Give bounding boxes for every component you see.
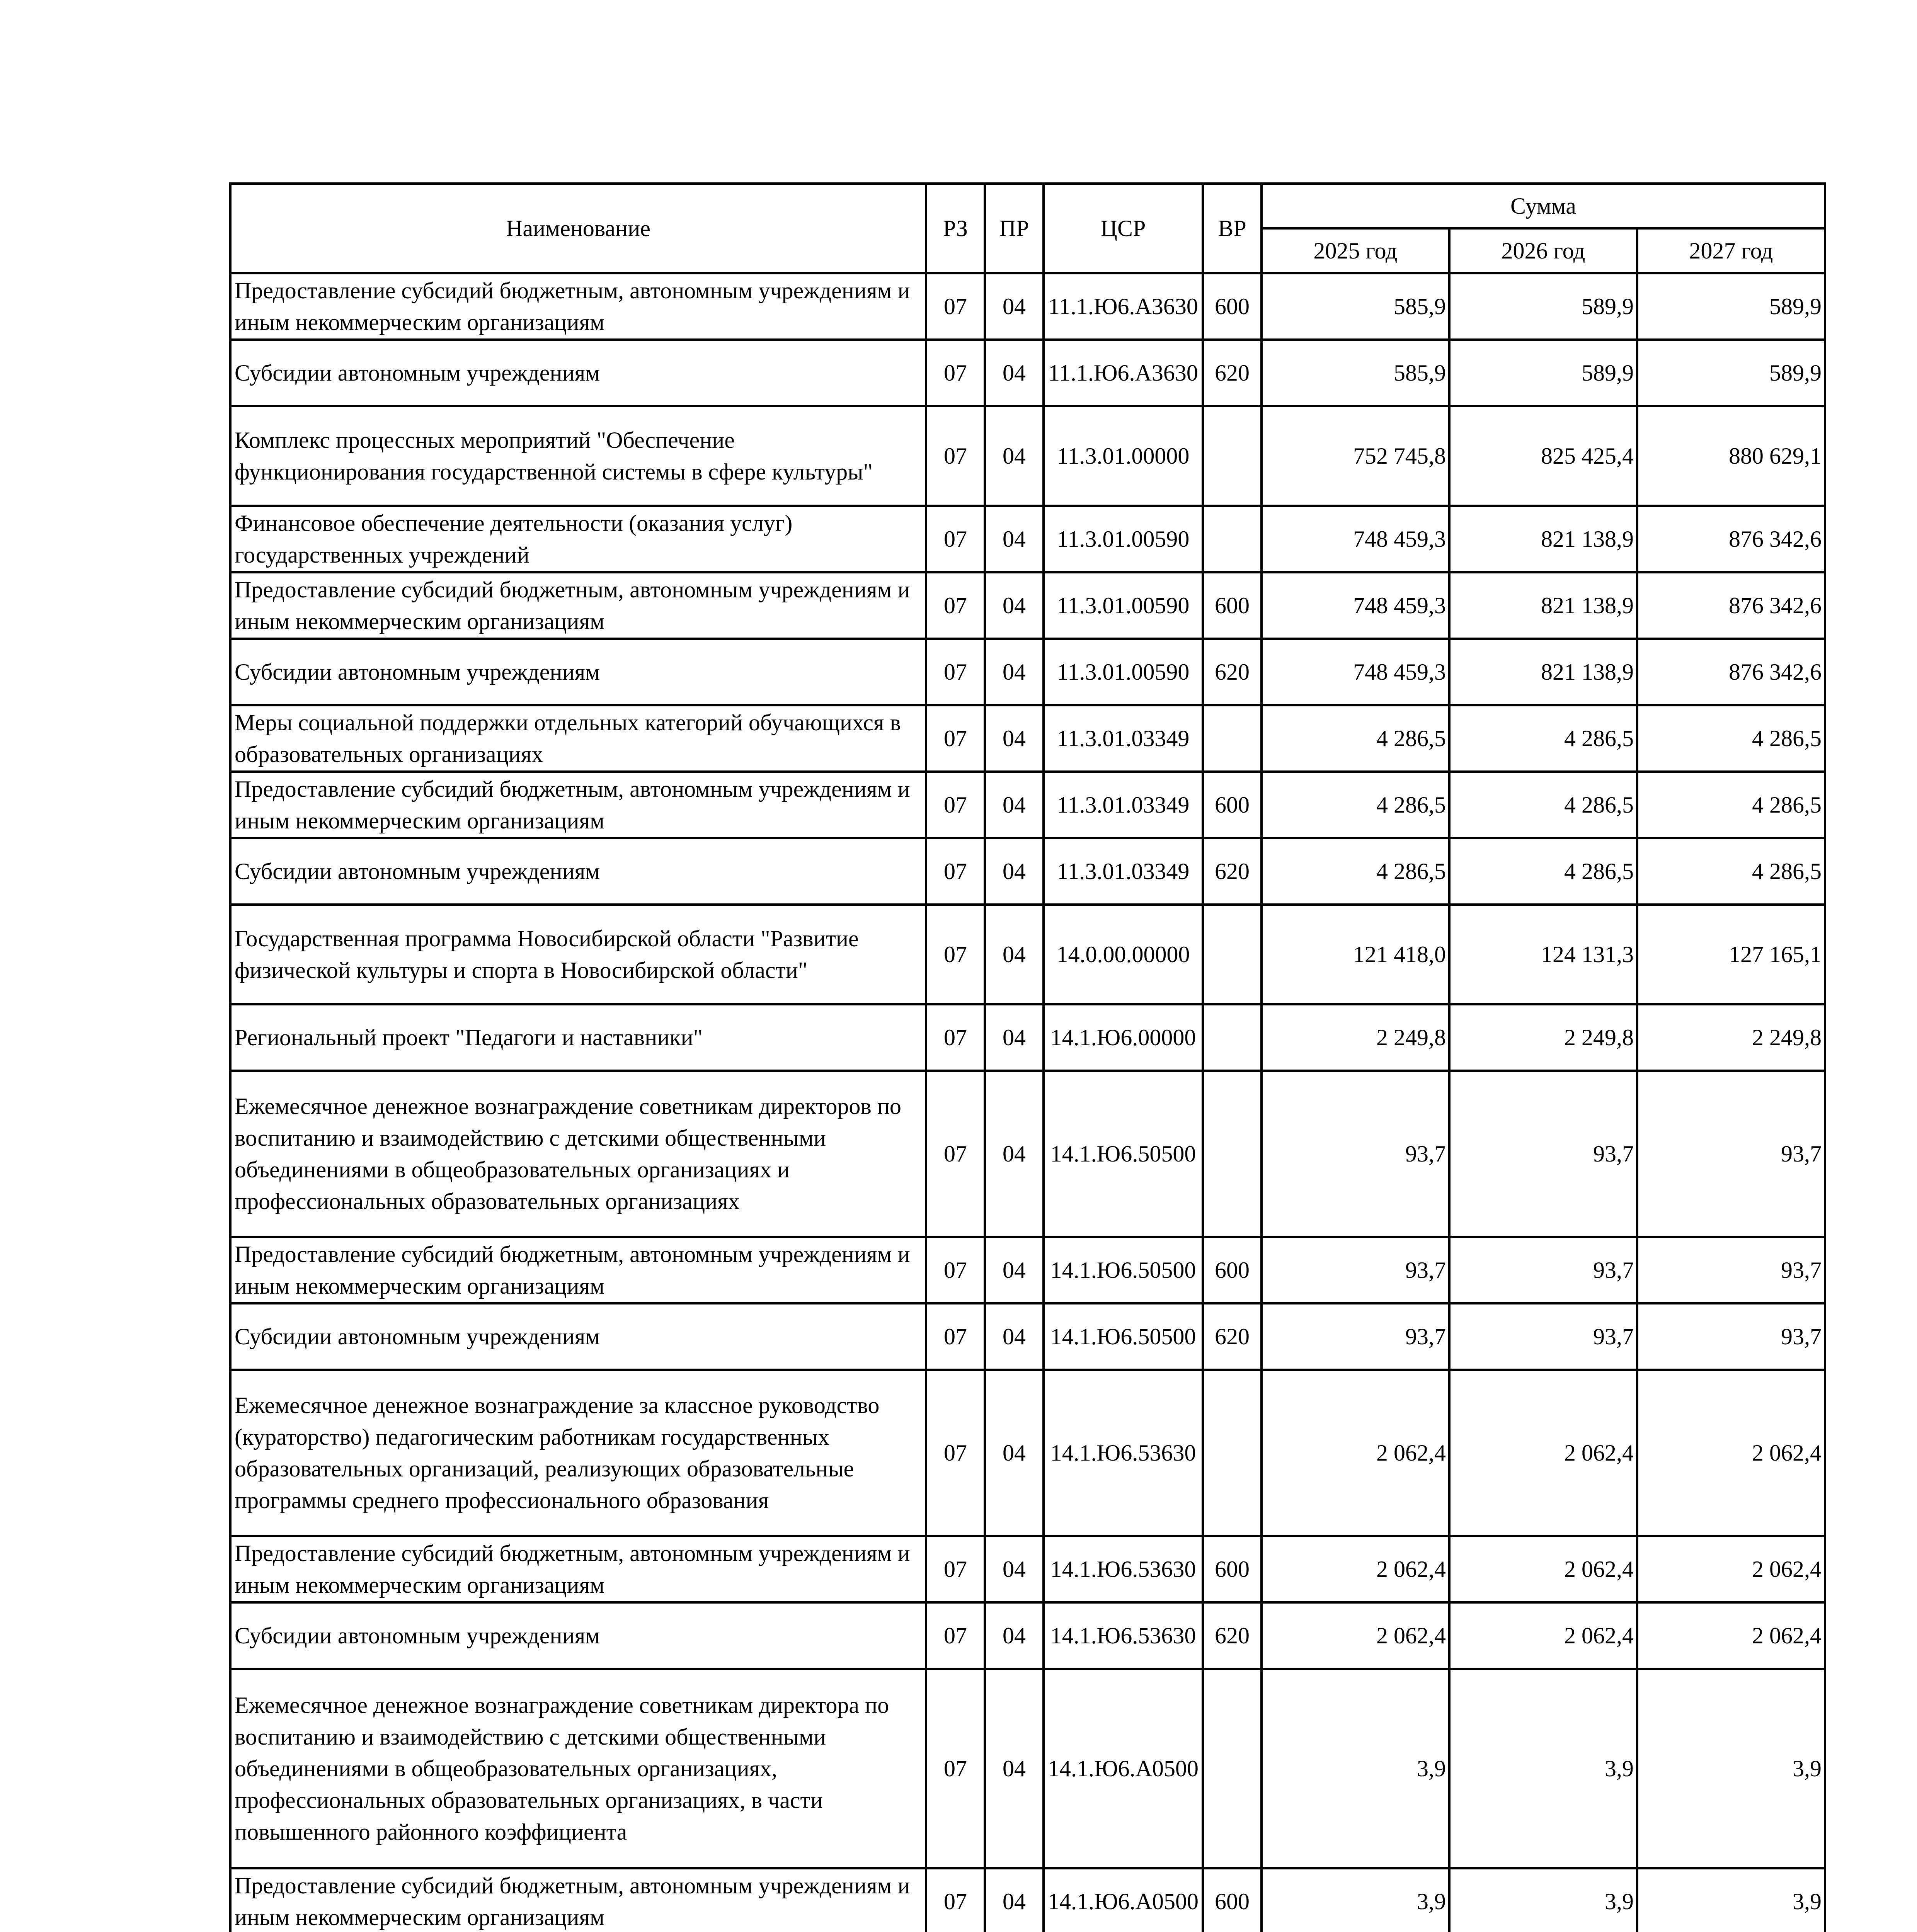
cell-pr: 04 [985, 1303, 1044, 1370]
cell-pr: 04 [985, 273, 1044, 340]
header-vr: ВР [1203, 184, 1262, 273]
table-row [230, 340, 1825, 406]
cell-rz: 07 [926, 772, 985, 838]
cell-name: Предоставление субсидий бюджетным, автономным учреждениям и иным некоммерческим организациям [230, 572, 926, 639]
cell-name: Субсидии автономным учреждениям [230, 639, 926, 705]
header-name: Наименование [230, 184, 926, 273]
cell-pr: 04 [985, 506, 1044, 572]
cell-2025: 93,7 [1262, 1237, 1449, 1303]
cell-2027: 876 342,6 [1637, 639, 1825, 705]
cell-2027: 2 062,4 [1637, 1370, 1825, 1536]
table-row [230, 572, 1825, 639]
cell-pr: 04 [985, 1536, 1044, 1602]
cell-csr: 11.1.Ю6.А3630 [1044, 273, 1203, 340]
cell-rz: 07 [926, 1303, 985, 1370]
cell-2025: 748 459,3 [1262, 572, 1449, 639]
cell-pr: 04 [985, 572, 1044, 639]
cell-vr: 600 [1203, 273, 1262, 340]
cell-rz: 07 [926, 340, 985, 406]
cell-rz: 07 [926, 1004, 985, 1071]
table-row [230, 772, 1825, 838]
cell-name: Ежемесячное денежное вознаграждение советникам директоров по воспитанию и взаимодействию с детскими общественными объединениями в общеобразовательных организациях и профессиональных образовательных организациях [230, 1071, 926, 1237]
header-sum: Сумма [1262, 184, 1825, 228]
cell-2025: 4 286,5 [1262, 838, 1449, 905]
cell-pr: 04 [985, 406, 1044, 506]
cell-name: Предоставление субсидий бюджетным, автономным учреждениям и иным некоммерческим организациям [230, 273, 926, 340]
cell-name: Предоставление субсидий бюджетным, автономным учреждениям и иным некоммерческим организациям [230, 772, 926, 838]
cell-name: Предоставление субсидий бюджетным, автономным учреждениям и иным некоммерческим организациям [230, 1868, 926, 1932]
cell-rz: 07 [926, 705, 985, 772]
cell-vr: 620 [1203, 1602, 1262, 1669]
cell-pr: 04 [985, 905, 1044, 1004]
cell-2027: 876 342,6 [1637, 506, 1825, 572]
cell-2025: 2 062,4 [1262, 1536, 1449, 1602]
cell-pr: 04 [985, 772, 1044, 838]
cell-2026: 2 249,8 [1449, 1004, 1637, 1071]
cell-2026: 124 131,3 [1449, 905, 1637, 1004]
cell-2025: 4 286,5 [1262, 772, 1449, 838]
cell-2026: 3,9 [1449, 1868, 1637, 1932]
cell-vr [1203, 1071, 1262, 1237]
cell-name: Меры социальной поддержки отдельных категорий обучающихся в образовательных организациях [230, 705, 926, 772]
cell-pr: 04 [985, 1602, 1044, 1669]
cell-name: Региональный проект "Педагоги и наставники" [230, 1004, 926, 1071]
table-row [230, 406, 1825, 506]
cell-vr [1203, 705, 1262, 772]
cell-rz: 07 [926, 1071, 985, 1237]
cell-csr: 11.3.01.03349 [1044, 705, 1203, 772]
cell-2025: 2 249,8 [1262, 1004, 1449, 1071]
cell-2027: 4 286,5 [1637, 705, 1825, 772]
cell-2027: 4 286,5 [1637, 772, 1825, 838]
cell-2027: 127 165,1 [1637, 905, 1825, 1004]
cell-2025: 2 062,4 [1262, 1602, 1449, 1669]
cell-rz: 07 [926, 639, 985, 705]
cell-pr: 04 [985, 340, 1044, 406]
table-row [230, 1370, 1825, 1536]
cell-rz: 07 [926, 572, 985, 639]
cell-csr: 14.1.Ю6.53630 [1044, 1536, 1203, 1602]
header-year-2026: 2026 год [1449, 228, 1637, 273]
table-row [230, 838, 1825, 905]
cell-2025: 585,9 [1262, 273, 1449, 340]
header-pr: ПР [985, 184, 1044, 273]
cell-name: Ежемесячное денежное вознаграждение советникам директора по воспитанию и взаимодействию с детскими общественными объединениями в общеобразовательных организациях, профессиональных образовательных организациях, в части повышенного районного коэффициента [230, 1669, 926, 1868]
cell-csr: 11.3.01.00590 [1044, 639, 1203, 705]
cell-2027: 93,7 [1637, 1303, 1825, 1370]
cell-name: Комплекс процессных мероприятий "Обеспечение функционирования государственной системы в сфере культуры" [230, 406, 926, 506]
cell-csr: 11.3.01.00590 [1044, 572, 1203, 639]
cell-2026: 4 286,5 [1449, 705, 1637, 772]
cell-2026: 3,9 [1449, 1669, 1637, 1868]
cell-vr: 600 [1203, 772, 1262, 838]
cell-2027: 2 062,4 [1637, 1536, 1825, 1602]
budget-table [229, 182, 1826, 1932]
cell-2026: 589,9 [1449, 340, 1637, 406]
cell-rz: 07 [926, 1237, 985, 1303]
cell-vr: 600 [1203, 1237, 1262, 1303]
table-row [230, 905, 1825, 1004]
cell-vr [1203, 1669, 1262, 1868]
cell-2025: 585,9 [1262, 340, 1449, 406]
cell-2025: 93,7 [1262, 1071, 1449, 1237]
header-year-2027: 2027 год [1637, 228, 1825, 273]
cell-pr: 04 [985, 705, 1044, 772]
cell-2027: 3,9 [1637, 1868, 1825, 1932]
cell-csr: 14.1.Ю6.А0500 [1044, 1669, 1203, 1868]
cell-2025: 748 459,3 [1262, 639, 1449, 705]
cell-2027: 93,7 [1637, 1237, 1825, 1303]
cell-vr [1203, 905, 1262, 1004]
cell-name: Субсидии автономным учреждениям [230, 1602, 926, 1669]
cell-rz: 07 [926, 1536, 985, 1602]
table-row [230, 705, 1825, 772]
cell-2025: 4 286,5 [1262, 705, 1449, 772]
header-csr: ЦСР [1044, 184, 1203, 273]
cell-2026: 93,7 [1449, 1237, 1637, 1303]
cell-pr: 04 [985, 1071, 1044, 1237]
cell-name: Государственная программа Новосибирской области "Развитие физической культуры и спорта в Новосибирской области" [230, 905, 926, 1004]
cell-rz: 07 [926, 1669, 985, 1868]
cell-csr: 14.1.Ю6.А0500 [1044, 1868, 1203, 1932]
table-body [230, 273, 1825, 1932]
cell-2026: 825 425,4 [1449, 406, 1637, 506]
cell-2026: 821 138,9 [1449, 639, 1637, 705]
cell-vr: 600 [1203, 1868, 1262, 1932]
cell-2027: 93,7 [1637, 1071, 1825, 1237]
table-row [230, 1868, 1825, 1932]
cell-rz: 07 [926, 406, 985, 506]
cell-pr: 04 [985, 639, 1044, 705]
cell-rz: 07 [926, 838, 985, 905]
cell-rz: 07 [926, 506, 985, 572]
table-row [230, 273, 1825, 340]
cell-2027: 3,9 [1637, 1669, 1825, 1868]
cell-2025: 3,9 [1262, 1868, 1449, 1932]
cell-csr: 11.3.01.00000 [1044, 406, 1203, 506]
cell-vr [1203, 506, 1262, 572]
table-row [230, 1303, 1825, 1370]
cell-csr: 11.3.01.03349 [1044, 772, 1203, 838]
table-row [230, 506, 1825, 572]
cell-2026: 93,7 [1449, 1303, 1637, 1370]
cell-vr: 600 [1203, 572, 1262, 639]
cell-2027: 2 062,4 [1637, 1602, 1825, 1669]
table-row [230, 1669, 1825, 1868]
cell-name: Субсидии автономным учреждениям [230, 340, 926, 406]
cell-name: Предоставление субсидий бюджетным, автономным учреждениям и иным некоммерческим организациям [230, 1237, 926, 1303]
cell-vr [1203, 1370, 1262, 1536]
cell-vr: 620 [1203, 838, 1262, 905]
cell-2026: 821 138,9 [1449, 572, 1637, 639]
cell-2025: 121 418,0 [1262, 905, 1449, 1004]
cell-rz: 07 [926, 1370, 985, 1536]
cell-2027: 589,9 [1637, 340, 1825, 406]
cell-csr: 14.0.00.00000 [1044, 905, 1203, 1004]
cell-name: Субсидии автономным учреждениям [230, 1303, 926, 1370]
cell-pr: 04 [985, 1370, 1044, 1536]
cell-vr: 620 [1203, 340, 1262, 406]
cell-rz: 07 [926, 905, 985, 1004]
table-row [230, 1237, 1825, 1303]
cell-pr: 04 [985, 838, 1044, 905]
table-row [230, 1004, 1825, 1071]
cell-2027: 4 286,5 [1637, 838, 1825, 905]
cell-csr: 14.1.Ю6.53630 [1044, 1602, 1203, 1669]
cell-pr: 04 [985, 1004, 1044, 1071]
cell-csr: 14.1.Ю6.50500 [1044, 1303, 1203, 1370]
cell-2026: 821 138,9 [1449, 506, 1637, 572]
cell-vr [1203, 1004, 1262, 1071]
cell-name: Ежемесячное денежное вознаграждение за классное руководство (кураторство) педагогическим работникам государственных образовательных организаций, реализующих образовательные программы среднего профессионального образования [230, 1370, 926, 1536]
cell-2026: 4 286,5 [1449, 838, 1637, 905]
cell-2026: 4 286,5 [1449, 772, 1637, 838]
cell-name: Субсидии автономным учреждениям [230, 838, 926, 905]
cell-csr: 14.1.Ю6.50500 [1044, 1237, 1203, 1303]
table-row [230, 1602, 1825, 1669]
cell-2025: 3,9 [1262, 1669, 1449, 1868]
cell-2027: 880 629,1 [1637, 406, 1825, 506]
cell-2026: 2 062,4 [1449, 1370, 1637, 1536]
cell-2025: 2 062,4 [1262, 1370, 1449, 1536]
cell-csr: 11.3.01.00590 [1044, 506, 1203, 572]
cell-2025: 752 745,8 [1262, 406, 1449, 506]
cell-csr: 14.1.Ю6.53630 [1044, 1370, 1203, 1536]
cell-2027: 2 249,8 [1637, 1004, 1825, 1071]
cell-pr: 04 [985, 1669, 1044, 1868]
cell-2026: 2 062,4 [1449, 1602, 1637, 1669]
cell-2025: 93,7 [1262, 1303, 1449, 1370]
cell-2026: 93,7 [1449, 1071, 1637, 1237]
cell-vr [1203, 406, 1262, 506]
header-rz: РЗ [926, 184, 985, 273]
cell-2025: 748 459,3 [1262, 506, 1449, 572]
cell-rz: 07 [926, 1868, 985, 1932]
header-year-2025: 2025 год [1262, 228, 1449, 273]
cell-vr: 600 [1203, 1536, 1262, 1602]
cell-csr: 11.3.01.03349 [1044, 838, 1203, 905]
cell-csr: 11.1.Ю6.А3630 [1044, 340, 1203, 406]
cell-csr: 14.1.Ю6.50500 [1044, 1071, 1203, 1237]
cell-vr: 620 [1203, 639, 1262, 705]
cell-2027: 876 342,6 [1637, 572, 1825, 639]
cell-pr: 04 [985, 1868, 1044, 1932]
table-row [230, 1071, 1825, 1237]
table-row [230, 1536, 1825, 1602]
table-row [230, 639, 1825, 705]
cell-2026: 2 062,4 [1449, 1536, 1637, 1602]
cell-pr: 04 [985, 1237, 1044, 1303]
cell-vr: 620 [1203, 1303, 1262, 1370]
cell-csr: 14.1.Ю6.00000 [1044, 1004, 1203, 1071]
cell-name: Предоставление субсидий бюджетным, автономным учреждениям и иным некоммерческим организациям [230, 1536, 926, 1602]
cell-rz: 07 [926, 1602, 985, 1669]
cell-rz: 07 [926, 273, 985, 340]
cell-2027: 589,9 [1637, 273, 1825, 340]
cell-name: Финансовое обеспечение деятельности (оказания услуг) государственных учреждений [230, 506, 926, 572]
cell-2026: 589,9 [1449, 273, 1637, 340]
